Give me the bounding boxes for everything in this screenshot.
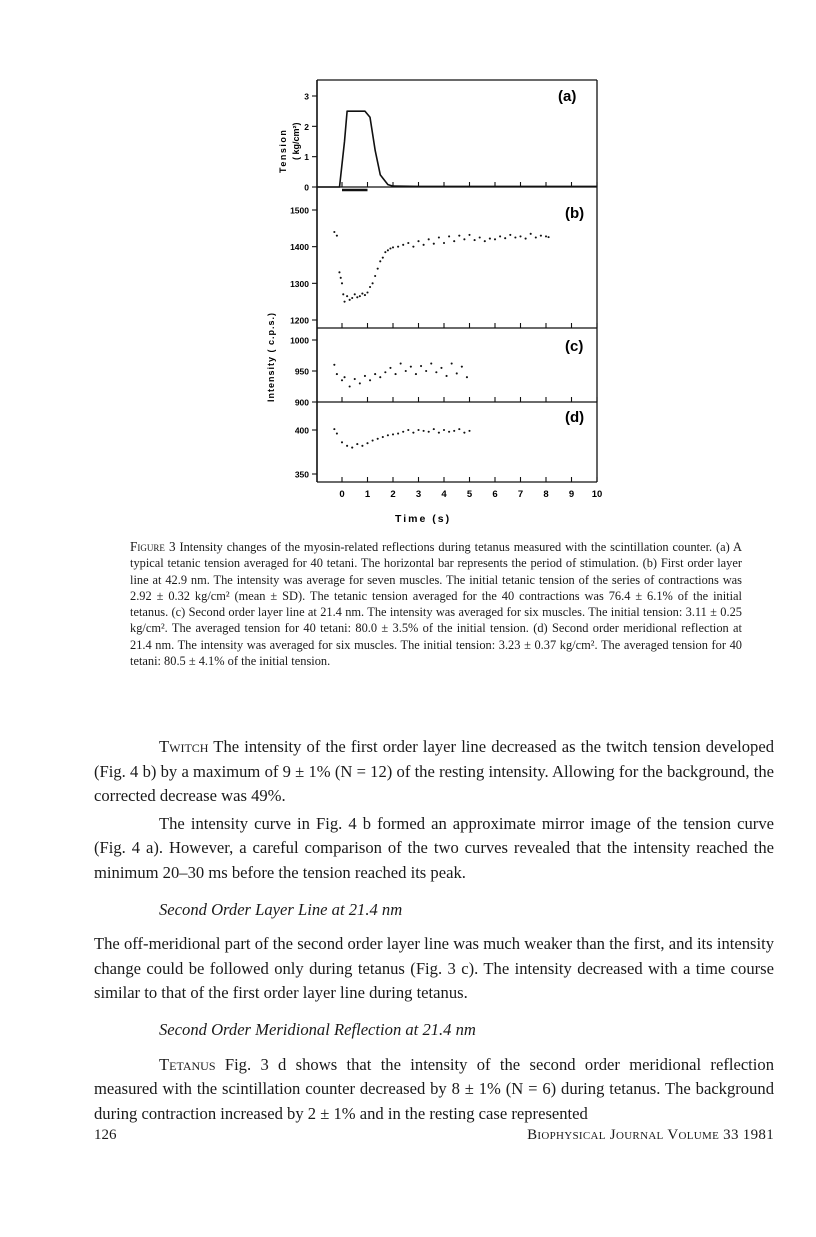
caption-text: Intensity changes of the myosin-related reflections during tetanus measured with the scintillation counter. (a) A typical tetanic tension averaged for 40 tetani. The horizontal bar represents the period of stimulation. (b) First order layer line at 42.9 nm. The intensity was average for seven muscles. The initial tetanic tension of the series of contractions was 2.92 ± 0.32 kg/cm² (mean ± SD). The tetanic tension averaged for the 40 contractions was 76.4 ± 6.1% of the initial tetanus. (c) Second order layer line at 21.4 nm. The intensity was averaged for six muscles. The initial tension: 3.11 ± 0.25 kg/cm². The averaged tension for 40 tetani: 80.0 ± 3.5% of the initial tension. (d) Second order meridional reflection at 21.4 nm. The intensity was averaged for six muscles. The initial tension: 3.23 ± 0.37 kg/cm². The averaged tension for 40 tetani: 80.5 ± 4.1% of the initial tension. [130, 540, 742, 669]
panel-b-point [379, 260, 381, 262]
panel-b-point [463, 238, 465, 240]
panel-d-point [438, 432, 440, 434]
panel-c-point [369, 379, 371, 381]
panel-b-point [392, 246, 394, 248]
panel-b-tick-label: 1400 [290, 242, 309, 253]
panel-b-point [458, 235, 460, 237]
panel-c-tick-label: 900 [294, 397, 309, 408]
panel-b-point [479, 236, 481, 238]
panel-c-point [384, 371, 386, 373]
panel-d-point [453, 430, 455, 432]
panel-c-point [354, 378, 356, 380]
paragraph-tetanus [94, 1053, 774, 1127]
panel-d-point [392, 433, 394, 435]
tension-tick-label: 3 [304, 91, 309, 102]
panel-c-point [456, 372, 458, 374]
panel-b-point [359, 295, 361, 297]
panel-c-point [440, 367, 442, 369]
paragraph-text: The intensity of the first order layer line decreased as the twitch tension developed (Fig. 4 b) by a maximum of 9 ± 1% (N = 12) of the resting intensity. Allowing for the background, the corrected decrease was 49%. [94, 737, 774, 806]
panel-b-point [333, 231, 335, 233]
panel-c-point [461, 366, 463, 368]
body-text [94, 735, 774, 1126]
panel-d-point [468, 430, 470, 432]
panel-b-point [377, 268, 379, 270]
panel-d-tick-label: 350 [294, 469, 309, 480]
panel-b-point [354, 293, 356, 295]
panel-b-point [423, 244, 425, 246]
panel-d-point [402, 431, 404, 433]
panel-label-d: (d) [565, 409, 585, 426]
x-tick-label: 10 [591, 489, 603, 500]
panel-c-point [446, 375, 448, 377]
panel-b-point [397, 246, 399, 248]
panel-d-point [366, 442, 368, 444]
panel-d-point [463, 432, 465, 434]
panel-c-point [415, 373, 417, 375]
tension-tick-label: 0 [304, 182, 309, 193]
panel-b-tick-label: 1500 [290, 205, 309, 216]
x-tick-label: 2 [390, 489, 396, 500]
panel-d-point [397, 432, 399, 434]
x-tick-label: 4 [441, 489, 447, 500]
panel-c-point [364, 375, 366, 377]
panel-d-point [361, 445, 363, 447]
paragraph-twitch [94, 735, 774, 809]
intensity-axis-label: Intensity ( c.p.s.) [266, 311, 276, 402]
paragraph: The off-meridional part of the second order layer line was much weaker than the first, and its intensity change could be followed only during tetanus (Fig. 3 c). The intensity decreased with a time course similar to that of the first order layer line during tetanus. [94, 934, 774, 1003]
section-heading: Second Order Layer Line at 21.4 nm [159, 899, 403, 919]
panel-b-point [494, 238, 496, 240]
panel-b-point [548, 236, 550, 238]
x-tick-label: 7 [517, 489, 524, 500]
x-tick-label: 3 [415, 489, 422, 500]
tension-curve [317, 111, 598, 187]
panel-c-point [336, 373, 338, 375]
panel-c-point [379, 376, 381, 378]
page-footer [94, 1127, 774, 1147]
panel-b-point [484, 240, 486, 242]
panel-d-point [428, 431, 430, 433]
panel-b-point [412, 246, 414, 248]
panel-b-point [369, 286, 371, 288]
panel-b-point [453, 240, 455, 242]
panel-c-point [333, 364, 335, 366]
panel-c-point [425, 370, 427, 372]
panel-b-point [341, 282, 343, 284]
panel-b-point [433, 243, 435, 245]
page-number: 126 [94, 1127, 117, 1143]
panel-b-point [366, 291, 368, 293]
panel-d-point [346, 445, 348, 447]
paragraph-run-in: Twitch [159, 737, 209, 756]
panel-label-a: (a) [558, 88, 577, 105]
caption-label: Figure 3 [130, 539, 176, 554]
figure-3 [262, 76, 607, 531]
x-tick-label: 9 [568, 489, 575, 500]
x-axis-label: Time (s) [395, 513, 452, 525]
panel-d-point [333, 428, 335, 430]
panel-d-point [336, 432, 338, 434]
panel-d-point [412, 432, 414, 434]
panel-b-point [372, 282, 374, 284]
panel-b-point [349, 299, 351, 301]
panel-b-point [509, 234, 511, 236]
panel-c-point [341, 379, 343, 381]
panel-b-point [514, 236, 516, 238]
x-tick-label: 5 [466, 489, 473, 500]
panel-b-point [417, 240, 419, 242]
panel-b-point [443, 242, 445, 244]
panel-b-point [407, 242, 409, 244]
panel-c-tick-label: 950 [294, 366, 309, 377]
paragraph-text: Fig. 3 d shows that the intensity of the second order meridional reflection measured with the scintillation counter decreased by 8 ± 1% (N = 6) during tetanus. The background during contraction increased by 2 ± 1% and in the resting case represented [94, 1054, 774, 1123]
x-tick-label: 1 [364, 489, 371, 500]
tension-tick-label: 1 [304, 152, 309, 163]
panel-c-point [451, 363, 453, 365]
panel-d-point [417, 429, 419, 431]
panel-d-point [372, 440, 374, 442]
panel-c-point [395, 373, 397, 375]
panel-b-tick-label: 1300 [290, 278, 309, 289]
panel-d-point [458, 428, 460, 430]
panel-b-point [448, 235, 450, 237]
panel-b-point [387, 249, 389, 251]
panel-d-point [443, 429, 445, 431]
panel-d-point [448, 431, 450, 433]
paragraph: The intensity curve in Fig. 4 b formed an approximate mirror image of the tension curve (Fig. 4 a). However, a careful comparison of the two curves revealed that the intensity reached the minimum 20–30 ms before the tension reached its peak. [94, 813, 774, 882]
figure-3-chart [262, 76, 607, 531]
panel-b-point [540, 235, 542, 237]
panel-d-point [433, 428, 435, 430]
panel-b-point [356, 296, 358, 298]
panel-b-point [428, 238, 430, 240]
panel-d-point [407, 429, 409, 431]
x-tick-label: 6 [492, 489, 498, 500]
panel-c-tick-label: 1000 [290, 335, 309, 346]
panel-b-point [438, 236, 440, 238]
panel-b-point [344, 301, 346, 303]
paragraph-run-in: Tetanus [159, 1054, 216, 1074]
panel-b-point [402, 244, 404, 246]
panel-b-point [340, 277, 342, 279]
tension-axis-unit: ( kg/cm²) [291, 122, 301, 160]
journal-running-footer: Biophysical Journal Volume 33 1981 [527, 1127, 774, 1143]
figure-caption [130, 539, 742, 669]
x-tick-label: 0 [339, 489, 345, 500]
panel-d-point [356, 443, 358, 445]
section-heading: Second Order Meridional Reflection at 21.4 nm [159, 1019, 476, 1039]
panel-b-point [474, 239, 476, 241]
panel-label-b: (b) [565, 205, 585, 222]
panel-c-point [349, 385, 351, 387]
panel-d-point [341, 441, 343, 443]
panel-label-c: (c) [565, 338, 584, 355]
panel-b-point [519, 235, 521, 237]
panel-b-point [361, 293, 363, 295]
panel-b-point [382, 257, 384, 259]
panel-c-point [430, 363, 432, 365]
panel-c-point [435, 371, 437, 373]
tension-tick-label: 2 [304, 121, 309, 132]
panel-d-point [382, 436, 384, 438]
panel-b-point [535, 236, 537, 238]
panel-c-point [466, 376, 468, 378]
panel-b-point [545, 235, 547, 237]
panel-b-tick-label: 1200 [290, 315, 309, 326]
panel-b-point [489, 238, 491, 240]
panel-b-point [530, 233, 532, 235]
x-tick-label: 8 [543, 489, 549, 500]
panel-c-point [374, 373, 376, 375]
panel-c-point [410, 366, 412, 368]
panel-b-point [351, 297, 353, 299]
panel-b-point [384, 251, 386, 253]
panel-c-point [389, 367, 391, 369]
panel-b-point [336, 235, 338, 237]
panel-d-point [377, 438, 379, 440]
panel-b-point [346, 295, 348, 297]
tension-axis-label: Tension [278, 128, 288, 173]
panel-c-point [344, 376, 346, 378]
panel-c-point [405, 370, 407, 372]
panel-b-point [364, 294, 366, 296]
panel-d-point [351, 447, 353, 449]
panel-b-point [342, 293, 344, 295]
panel-c-point [420, 365, 422, 367]
panel-c-point [400, 363, 402, 365]
panel-d-point [423, 430, 425, 432]
panel-b-point [468, 234, 470, 236]
panel-d-point [387, 434, 389, 436]
panel-b-point [374, 275, 376, 277]
panel-b-point [504, 237, 506, 239]
panel-d-tick-label: 400 [294, 425, 309, 436]
panel-b-point [499, 235, 501, 237]
panel-c-point [359, 382, 361, 384]
panel-b-point [338, 271, 340, 273]
panel-b-point [525, 238, 527, 240]
panel-b-point [389, 247, 391, 249]
